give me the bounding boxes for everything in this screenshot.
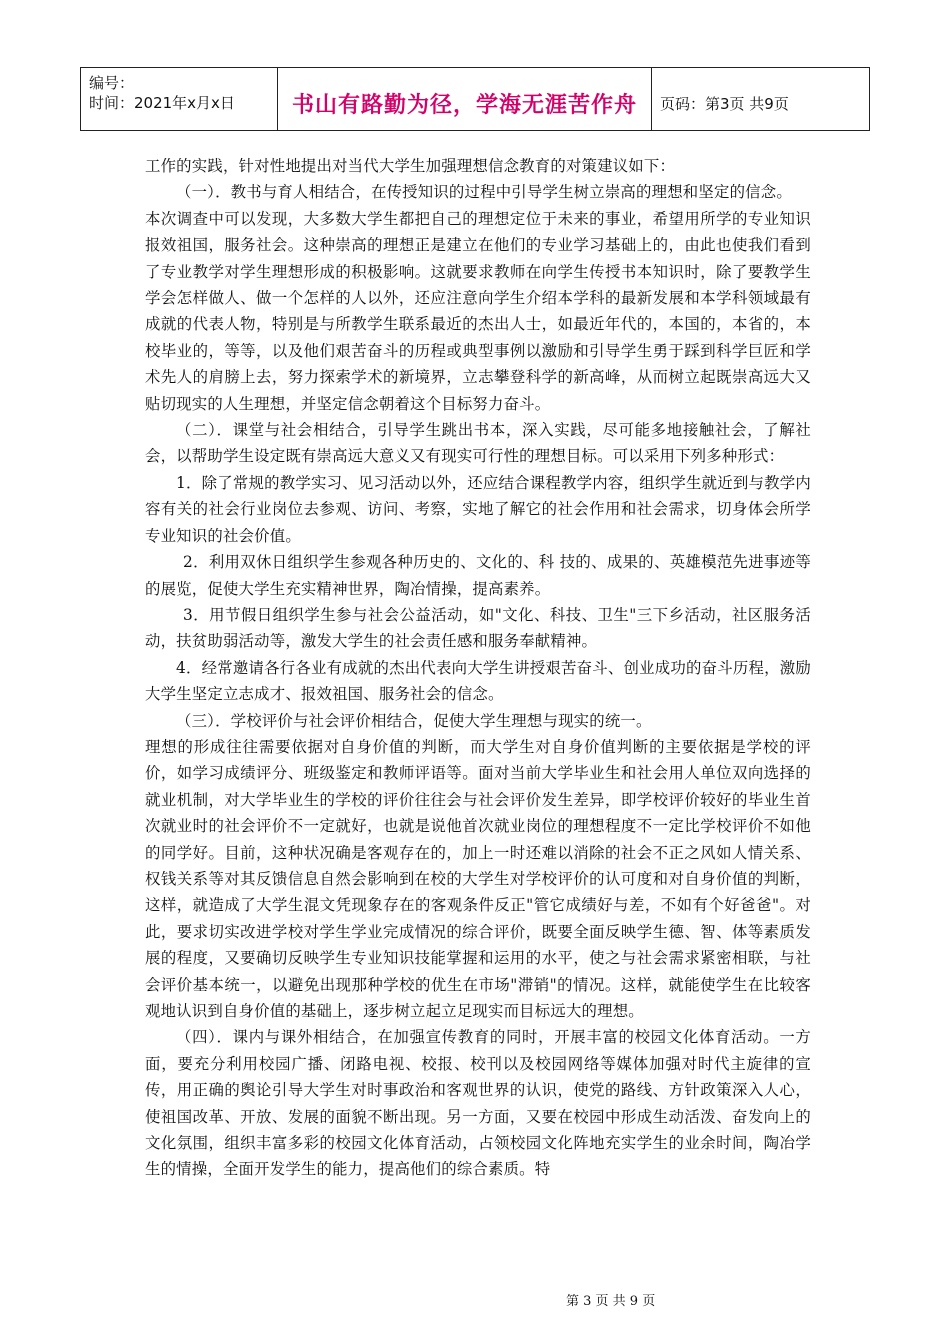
paragraph: 3．用节假日组织学生参与社会公益活动，如"文化、科技、卫生"三下乡活动，社区服务活动，扶贫助弱活动等，激发大学生的社会责任感和服务奉献精神。	[145, 605, 811, 651]
footer-page-number: 第 3 页 共 9 页	[566, 1294, 656, 1309]
paragraph: 理想的形成往往需要依据对自身价值的判断，而大学生对自身价值判断的主要依据是学校的评价，如学习成绩评分、班级鉴定和教师评语等。面对当前大学毕业生和社会用人单位双向选择的就业机制，对大学毕业生的学校的评价往往会与社会评价发生差异，即学校评价较好的毕业生首次就业时的社会评价不一定就好，也就是说他首次就业岗位的理想程度不一定比学校评价不如他的同学好。目前，这种状况确是客观存在的，加上一时还难以消除的社会不正之风如人情关系、权钱关系等对其反馈信息自然会影响到在校的大学生对学校评价的认可度和对自身价值的判断，这样，就造成了大学生混文凭现象存在的客观条件反正"管它成绩好与差，不如有个好爸爸"。对此，要求切实改进学校对学生学业完成情况的综合评价，既要全面反映学生德、智、体等素质发展的程度，又要确切反映学生专业知识技能掌握和运用的水平，使之与社会需求紧密相联，与社会评价基本统一，以避免出现那种学校的优生在市场"滞销"的情况。这样，就能使学生在比较客观地认识到自身价值的基础上，逐步树立起立足现实而目标远大的理想。	[145, 737, 811, 1020]
document-time-label: 时间：2021年x月x日	[89, 94, 235, 112]
page-header	[80, 67, 870, 131]
document-body	[145, 153, 811, 1183]
paragraph: 1．除了常规的教学实习、见习活动以外，还应结合课程教学内容，组织学生就近到与教学内容有关的社会行业岗位去参观、访问、考察，实地了解它的社会作用和社会需求，切身体会所学专业知识的社会价值。	[145, 473, 811, 545]
paragraph: （一）．教书与育人相结合，在传授知识的过程中引导学生树立崇高的理想和坚定的信念。	[176, 183, 792, 202]
paragraph: 2．利用双休日组织学生参观各种历史的、文化的、科 技的、成果的、英雄模范先进事迹等的展览，促使大学生充实精神世界，陶冶情操，提高素养。	[145, 553, 811, 598]
paragraph: 4．经常邀请各行各业有成就的杰出代表向大学生讲授艰苦奋斗、创业成功的奋斗历程，激励大学生坚定立志成才、报效祖国、服务社会的信念。	[145, 658, 811, 704]
document-number-label: 编号：	[89, 74, 135, 92]
header-motto: 书山有路勤为径，学海无涯苦作舟	[278, 68, 652, 130]
paragraph: 工作的实践，针对性地提出对当代大学生加强理想信念教育的对策建议如下：	[145, 157, 676, 175]
paragraph: （三）．学校评价与社会评价相结合，促使大学生理想与现实的统一。	[176, 711, 652, 730]
header-meta	[81, 68, 278, 130]
paragraph: 本次调查中可以发现，大多数大学生都把自己的理想定位于未来的事业，希望用所学的专业知识报效祖国，服务社会。这种崇高的理想正是建立在他们的专业学习基础上的，由此也使我们看到了专业教学对学生理想形成的积极影响。这就要求教师在向学生传授书本知识时，除了要教学生学会怎样做人、做一个怎样的人以外，还应注意向学生介绍本学科的最新发展和本学科领域最有成就的代表人物，特别是与所教学生联系最近的杰出人士，如最近年代的，本国的，本省的，本校毕业的，等等，以及他们艰苦奋斗的历程或典型事例以激励和引导学生勇于踩到科学巨匠和学术先人的肩膀上去，努力探索学术的新境界，立志攀登科学的新高峰，从而树立起既崇高远大又贴切现实的人生理想，并坚定信念朝着这个目标努力奋斗。	[145, 209, 811, 413]
paragraph: （二）．课堂与社会相结合，引导学生跳出书本，深入实践，尽可能多地接触社会，了解社会，以帮助学生设定既有崇高远大意义又有现实可行性的理想目标。可以采用下列多种形式：	[145, 421, 811, 466]
paragraph: （四）．课内与课外相结合，在加强宣传教育的同时，开展丰富的校园文化体育活动。一方面，要充分利用校园广播、闭路电视、校报、校刊以及校园网络等媒体加强对时代主旋律的宣传，用正确的舆论引导大学生对时事政治和客观世界的认识，使党的路线、方针政策深入人心，使祖国改革、开放、发展的面貌不断出现。另一方面，又要在校园中形成生动活泼、奋发向上的文化氛围，组织丰富多彩的校园文化体育活动，占领校园文化阵地充实学生的业余时间，陶冶学生的情操，全面开发学生的能力，提高他们的综合素质。特	[145, 1028, 811, 1179]
header-page-info: 页码：第3页 共9页	[660, 94, 789, 113]
